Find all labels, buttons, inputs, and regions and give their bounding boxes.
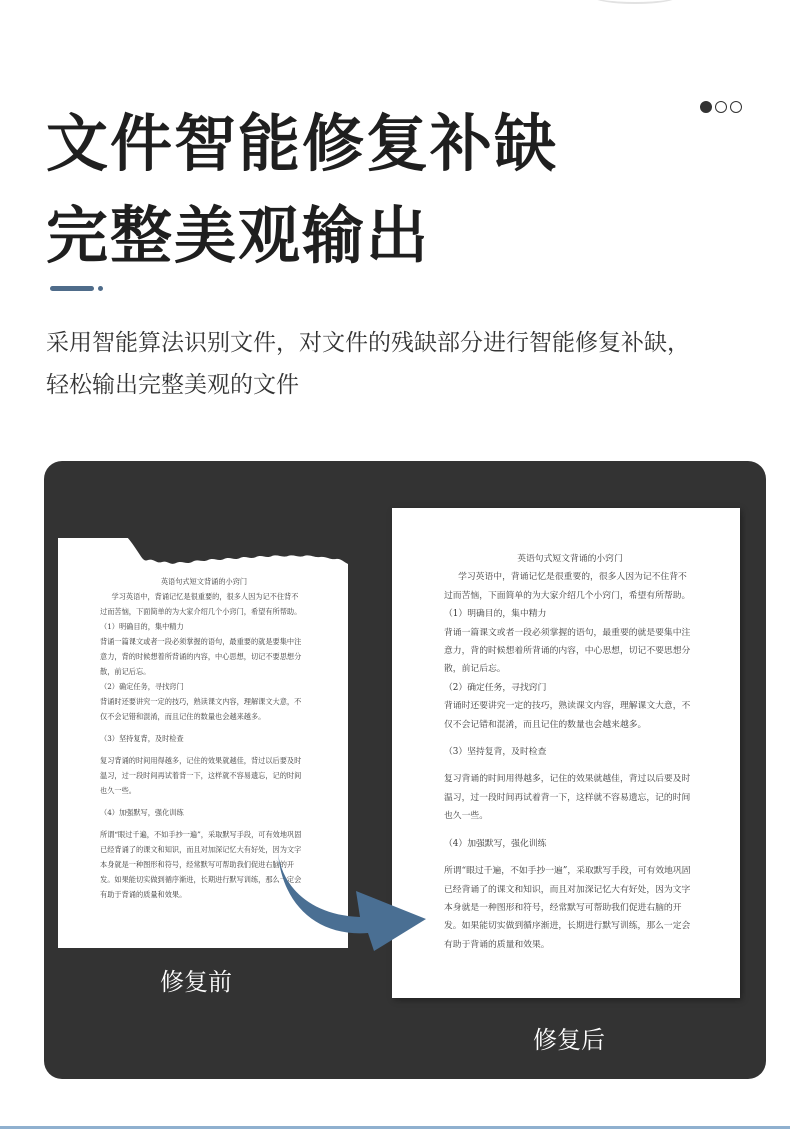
document-before-line: 背诵时还要讲究一定的技巧，熟读课文内容，理解课文大意，不 xyxy=(100,697,302,706)
document-before-line: 复习背诵的时间用得越多，记住的效果就越佳，背过以后要及时 xyxy=(100,756,302,765)
document-after-line: 发。如果能切实做到循序渐进，长期进行默写训练，那么一定会 xyxy=(444,921,691,932)
document-after-line: 也久一些。 xyxy=(444,811,488,822)
document-before-line: 也久一些。 xyxy=(100,786,136,795)
document-after-line: （3）坚持复背，及时检查 xyxy=(444,747,547,758)
document-before-line: 散，前记后忘。 xyxy=(100,667,151,676)
document-after-line: （2）确定任务，寻找窍门 xyxy=(444,682,547,693)
document-after-line: 学习英语中，背诵记忆是很重要的，很多人因为记不住背不 xyxy=(458,572,687,583)
document-after-line: 已经背诵了的课文和知识，而且对加深记忆大有好处，因为文字 xyxy=(444,884,691,895)
document-after-line: 散，前记后忘。 xyxy=(444,664,506,675)
document-before-line: 学习英语中，背诵记忆是很重要的，很多人因为记不住背不 xyxy=(111,592,299,601)
document-after-line: 温习，过一段时间再试着背一下，这样就不容易遗忘，记的时间 xyxy=(444,792,691,803)
document-after-line: （1）明确目的，集中精力 xyxy=(444,609,547,620)
curved-arrow-icon xyxy=(268,845,438,955)
document-before-line: （4）加强默写，强化训练 xyxy=(100,808,184,817)
accent-bar xyxy=(50,286,94,291)
document-before-line: 本身就是一种图形和符号，经常默写可帮助我们促进右脑的开 xyxy=(100,860,295,869)
page-dot-2[interactable] xyxy=(715,101,727,113)
document-before-line: 仅不会记错和混淆，而且记住的数量也会越来越多。 xyxy=(100,712,266,721)
headline xyxy=(46,98,558,282)
headline-line-2: 完整美观输出 xyxy=(46,199,431,272)
page-indicator xyxy=(700,101,742,113)
document-before-line: （1）明确目的，集中精力 xyxy=(100,622,184,631)
document-after-line: （4）加强默写，强化训练 xyxy=(444,838,547,849)
description-line-2: 轻松输出完整美观的文件 xyxy=(46,372,299,398)
accent-divider xyxy=(50,286,103,291)
bottom-divider xyxy=(0,1126,790,1129)
accent-dot xyxy=(98,286,103,291)
document-before-line: （3）坚持复背，及时检查 xyxy=(100,734,184,743)
document-before-line: （2）确定任务，寻找窍门 xyxy=(100,682,184,691)
document-after-line: 复习背诵的时间用得越多，记住的效果就越佳，背过以后要及时 xyxy=(444,774,691,785)
page-dot-3[interactable] xyxy=(730,101,742,113)
document-before-line: 过而苦恼，下面简单的为大家介绍几个小窍门，希望有所帮助。 xyxy=(100,607,302,616)
document-before-title: 英语句式短文背诵的小窍门 xyxy=(160,577,248,586)
document-before-line: 已经背诵了的课文和知识，而且对加深记忆大有好处，因为文字 xyxy=(100,845,302,854)
document-before-line: 温习，过一段时间再试着背一下，这样就不容易遗忘，记的时间 xyxy=(100,771,302,780)
description-line-1: 采用智能算法识别文件，对文件的残缺部分进行智能修复补缺， xyxy=(46,330,690,356)
before-label: 修复前 xyxy=(160,968,232,996)
document-after-line: 过而苦恼，下面简单的为大家介绍几个小窍门，希望有所帮助。 xyxy=(444,590,691,601)
top-decoration xyxy=(590,0,680,4)
document-after-line: 背诵一篇课文或者一段必须掌握的语句，最重要的就是要集中注 xyxy=(444,627,691,638)
page-dot-1[interactable] xyxy=(700,101,712,113)
document-after-line: 本身就是一种图形和符号，经常默写可帮助我们促进右脑的开 xyxy=(444,902,682,913)
document-before-line: 有助于背诵的质量和效果。 xyxy=(100,890,187,899)
document-after-line: 背诵时还要讲究一定的技巧，熟读课文内容，理解课文大意，不 xyxy=(444,701,691,712)
document-before-line: 所谓“眼过千遍，不如手抄一遍”，采取默写手段，可有效地巩固 xyxy=(100,830,302,839)
document-before-line: 发。如果能切实做到循序渐进，长期进行默写训练，那么一定会 xyxy=(100,875,302,884)
document-before-line: 背诵一篇课文或者一段必须掌握的语句，最重要的就是要集中注 xyxy=(100,637,302,646)
after-label: 修复后 xyxy=(533,1026,605,1054)
document-after-line: 仅不会记错和混淆，而且记住的数量也会越来越多。 xyxy=(444,719,647,730)
document-after-line: 意力，背的时候想着所背诵的内容，中心思想，切记不要思想分 xyxy=(444,646,691,657)
document-before-line: 意力，背的时候想着所背诵的内容，中心思想，切记不要思想分 xyxy=(100,652,302,661)
document-after-line: 所谓“眼过千遍，不如手抄一遍”，采取默写手段，可有效地巩固 xyxy=(444,866,691,877)
torn-edge xyxy=(58,536,348,578)
headline-line-1: 文件智能修复补缺 xyxy=(46,107,559,180)
document-after-line: 有助于背诵的质量和效果。 xyxy=(444,939,550,950)
description xyxy=(46,322,776,406)
document-after xyxy=(392,508,740,998)
document-after-title: 英语句式短文背诵的小窍门 xyxy=(517,554,623,564)
